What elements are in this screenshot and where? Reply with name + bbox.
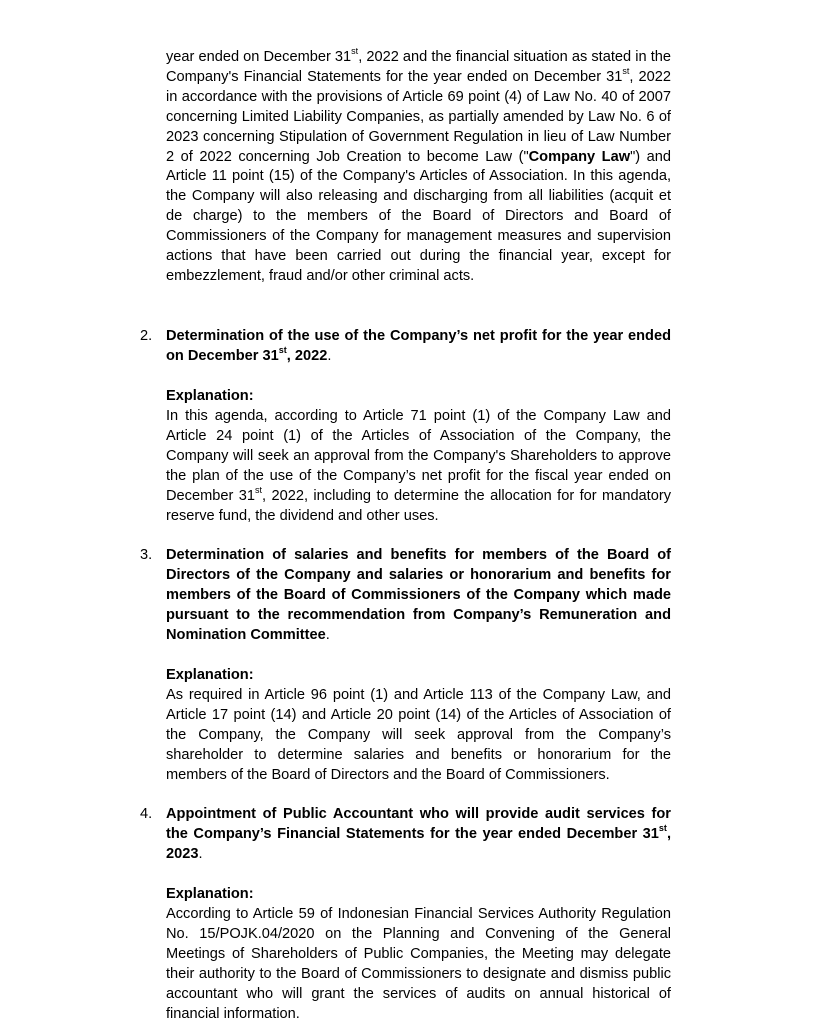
agenda-title-part: Determination of the use of the Company’s net profit for the year ended on December 31	[166, 328, 671, 364]
agenda-item-number: 3.	[140, 547, 153, 563]
intro-text-part: , 2022 and the financial situation as stated in the Company's Financial Statements for the year ended on December 31	[166, 49, 671, 85]
agenda-item-3	[140, 546, 671, 646]
intro-text-part: year ended on December 31	[166, 49, 352, 65]
agenda-item-number: 2.	[140, 328, 153, 344]
agenda-title-superscript: st	[658, 823, 667, 834]
agenda-item-4	[140, 805, 671, 865]
intro-text-part: ") and Article 11 point (15) of the Company's Articles of Association. In this agenda, the Company will also releasing and discharging from all liabilities (acquit et de charge) to the members of the Board of Directors and Board of Commissioners of the Company for management measures and supervision actions that have been carried out during the financial year, except for embezzlement, fraud and/or other criminal acts.	[166, 148, 671, 284]
agenda-item-title	[166, 327, 671, 367]
explanation-paragraph: As required in Article 96 point (1) and Article 113 of the Company Law, and Article 17 point (14) and Article 20 point (14) of the Articles of Association of the Company, the Company will seek approval from the Company’s shareholder to determine salaries and benefits or honorarium for the members of the Board of Directors and the Board of Commissioners.	[166, 687, 671, 783]
explanation-label: Explanation:	[166, 667, 254, 683]
explanation-paragraph: According to Article 59 of Indonesian Financial Services Authority Regulation No. 15/POJK.04/2020 on the Planning and Convening of the General Meetings of Shareholders of Public Companies, the Meeting may delegate their authority to the Board of Commissioners to designate and dismiss public accountant who will grant the services of audits on annual historical of financial information.	[166, 906, 671, 1022]
agenda-item-2	[140, 327, 671, 367]
intro-paragraph	[166, 48, 671, 287]
agenda-item-title	[166, 546, 671, 646]
agenda-title-part: Appointment of Public Accountant who will provide audit services for the Company’s Financial Statements for the year ended December 31	[166, 806, 671, 842]
agenda-title-period: .	[327, 347, 332, 364]
explanation-superscript: st	[254, 484, 262, 495]
explanation-text-part: In this agenda, according to Article 71 point (1) of the Company Law and Article 24 point (1) of the Articles of Association of the Company, the Company will seek an approval from the Company's Shareholders to approve the plan of the use of the Company’s net profit for the fiscal year ended on December 31	[166, 408, 671, 504]
agenda-item-title	[166, 805, 671, 865]
explanation-label: Explanation:	[166, 388, 254, 404]
agenda-item-number: 4.	[140, 806, 153, 822]
agenda-title-period: .	[198, 845, 203, 862]
agenda-title-period: .	[325, 626, 330, 643]
intro-superscript: st	[622, 66, 630, 77]
agenda-title-part: Determination of salaries and benefits for members of the Board of Directors of the Company and salaries or honorarium and benefits for members of the Board of Commissioners of the Company which made pursuant to the recommendation from Company’s Remuneration and Nomination Committee	[166, 547, 671, 643]
intro-text-part: , 2022 in accordance with the provisions of Article 69 point (4) of Law No. 40 of 2007 concerning Limited Liability Companies, as partially amended by Law No. 6 of 2023 concerning Stipulation of Government Regulation in lieu of Law Number 2 of 2022 concerning Job Creation to become Law ("	[166, 68, 672, 165]
agenda-title-part: , 2022	[286, 347, 328, 364]
explanation-text-part: , 2022, including to determine the allocation for for mandatory reserve fund, the dividend and other uses.	[166, 487, 672, 524]
explanation-label: Explanation:	[166, 886, 254, 902]
explanation-paragraph	[166, 407, 671, 526]
agenda-title-superscript: st	[278, 345, 287, 356]
intro-superscript: st	[351, 46, 359, 57]
company-law-term: Company Law	[528, 148, 631, 165]
agenda-title-part: , 2023	[166, 825, 671, 862]
